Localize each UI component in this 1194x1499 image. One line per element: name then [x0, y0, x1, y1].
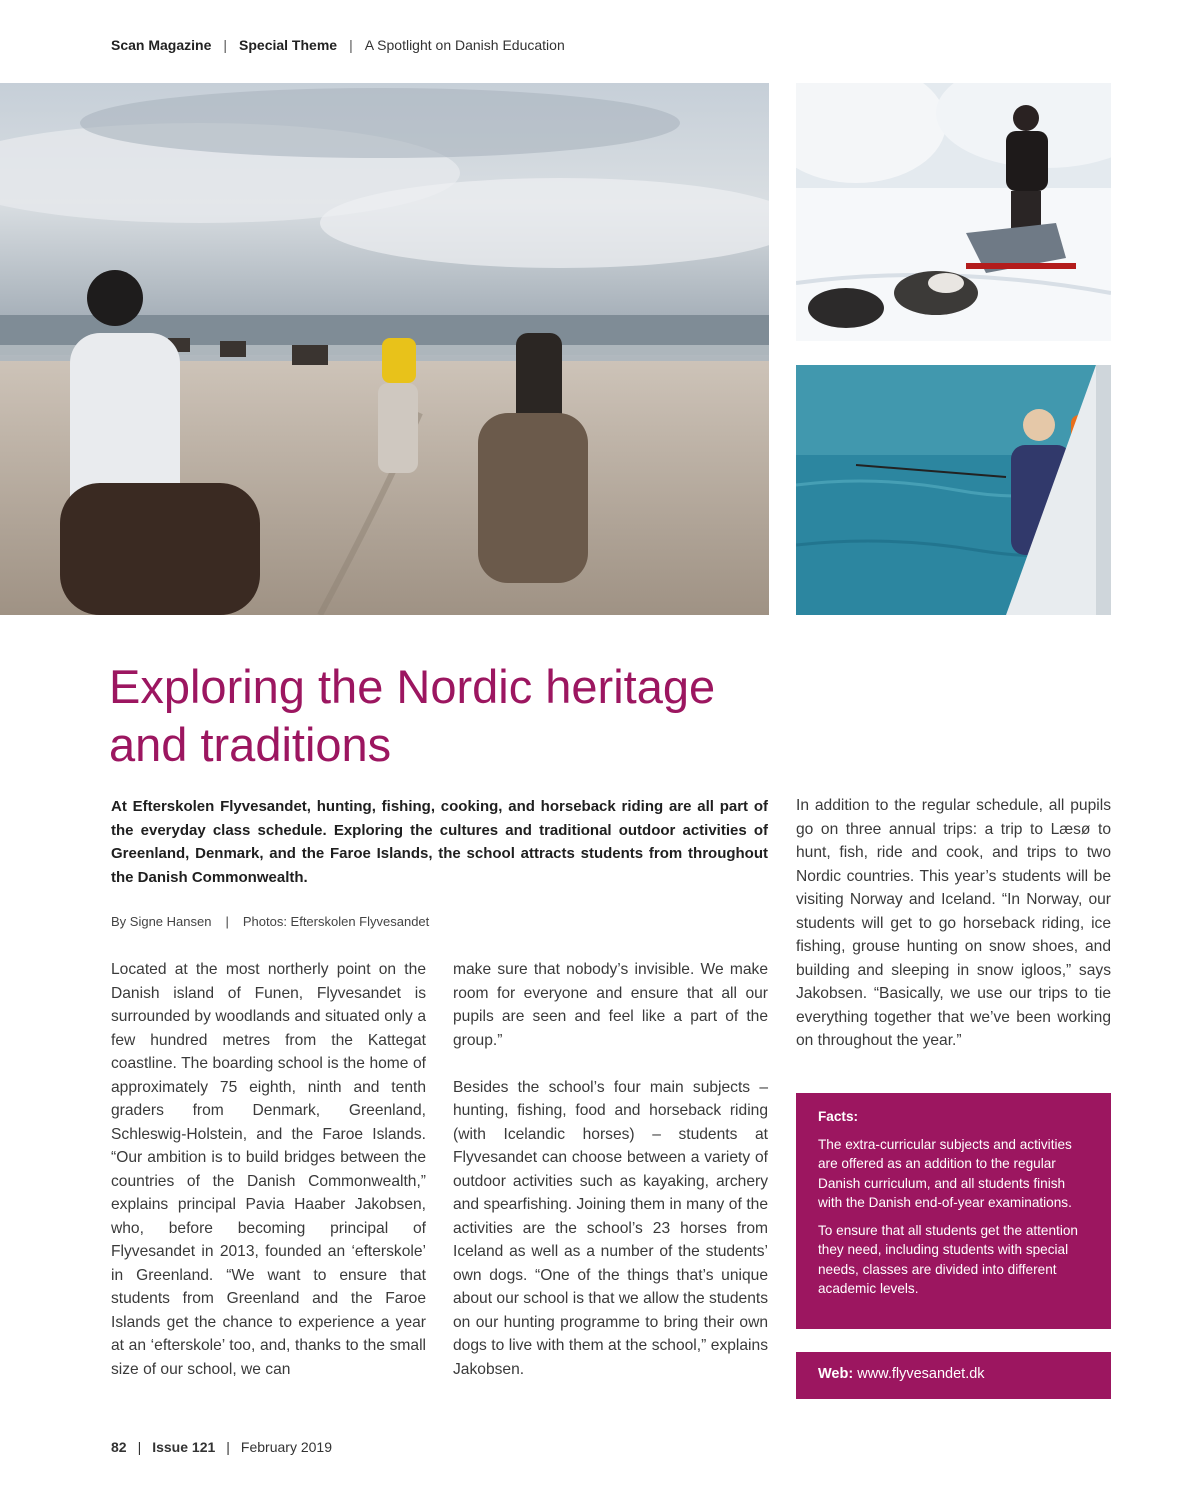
page-footer: 82 | Issue 121 | February 2019: [111, 1439, 332, 1455]
facts-paragraph: To ensure that all students get the attention they need, including students with special needs, classes are divided into different academic levels.: [818, 1222, 1078, 1296]
sea-photo-illustration: [796, 365, 1111, 615]
title-line-2: and traditions: [109, 718, 392, 771]
body-column-2: [453, 958, 768, 1405]
title-line-1: Exploring the Nordic heritage: [109, 660, 716, 713]
page-number: 82: [111, 1439, 127, 1455]
issue-date: February 2019: [240, 1439, 332, 1455]
article-lead: At Efterskolen Flyvesandet, hunting, fishing, cooking, and horseback riding are all part of the everyday class schedule. Exploring the cultures and traditional outdoor activities of Greenland, Denmark, and the Faroe Islands, the school attracts students from throughout the Danish Commonwealth.: [111, 798, 768, 886]
issue-number: Issue 121: [152, 1439, 216, 1455]
body-column-3: [796, 794, 1111, 1076]
beach-horse-riding-photo: [0, 83, 769, 615]
web-link[interactable]: www.flyvesandet.dk: [857, 1366, 985, 1382]
web-box: [796, 1352, 1111, 1399]
dog-sled-snow-photo: [796, 83, 1111, 341]
web-label: Web:: [818, 1366, 854, 1382]
body-paragraph: Besides the school’s four main subjects – hunting, fishing, food and horseback riding (with Icelandic horses) – students at Flyvesandet can choose between a variety of outdoor activities such as kayaking, archery and spearfishing. Joining them in many of the activities are the school’s 23 horses from Iceland as well as a number of the students’ own dogs. “One of the things that’s unique about our school is that we allow the students on our hunting programme to bring their own dogs to live with them at the school,” explains Jakobsen.: [453, 1078, 768, 1378]
magazine-name: Scan Magazine: [111, 37, 212, 53]
byline-photos: Photos: Efterskolen Flyvesandet: [242, 914, 430, 929]
running-header: Scan Magazine | Special Theme | A Spotlight on Danish Education: [111, 37, 565, 53]
article-title: [109, 658, 869, 774]
theme-name: A Spotlight on Danish Education: [364, 37, 565, 53]
facts-paragraph: The extra-curricular subjects and activities are offered as an addition to the regular Danish curriculum, and all students finish with the Danish end-of-year examinations.: [818, 1136, 1072, 1210]
body-paragraph: In addition to the regular schedule, all pupils go on three annual trips: a trip to Læsø to hunt, fish, ride and cook, and trips to two Nordic countries. This year’s students will be visiting Norway and Iceland. “In Norway, our students will get to go horseback riding, ice fishing, grouse hunting on snow shoes, and building and sleeping in snow igloos,” says Jakobsen. “Basically, we use our trips to tie everything together that we’ve been working on throughout the year.”: [796, 797, 1111, 1049]
facts-title: Facts:: [818, 1109, 859, 1124]
body-paragraph: Located at the most northerly point on the Danish island of Funen, Flyvesandet is surrounded by woodlands and situated only a few hundred metres from the Kattegat coastline. The boarding school is the home of approximately 75 eighth, ninth and tenth graders from Denmark, Greenland, Schleswig-Holstein, and the Faroe Islands. “Our ambition is to build bridges between the countries of the Danish Commonwealth,” explains principal Pavia Haaber Jakobsen, who, before becoming principal of Flyvesandet in 2013, founded an ‘efterskole’ in Greenland. “We want to ensure that students from Greenland and the Faroe Islands get the chance to experience a year at an ‘efterskole’ too, and, thanks to the small size of our school, we can: [111, 961, 426, 1378]
sea-fishing-photo: [796, 365, 1111, 615]
body-column-1: [111, 958, 426, 1405]
byline-author: By Signe Hansen: [111, 914, 212, 929]
section-name: Special Theme: [239, 37, 338, 53]
snow-photo-illustration: [796, 83, 1111, 341]
beach-photo-illustration: [0, 83, 769, 615]
facts-box: [796, 1093, 1111, 1329]
byline: By Signe Hansen | Photos: Efterskolen Flyvesandet: [111, 914, 430, 929]
body-paragraph: make sure that nobody’s invisible. We make room for everyone and ensure that all our pupils are seen and feel like a part of the group.”: [453, 961, 768, 1049]
